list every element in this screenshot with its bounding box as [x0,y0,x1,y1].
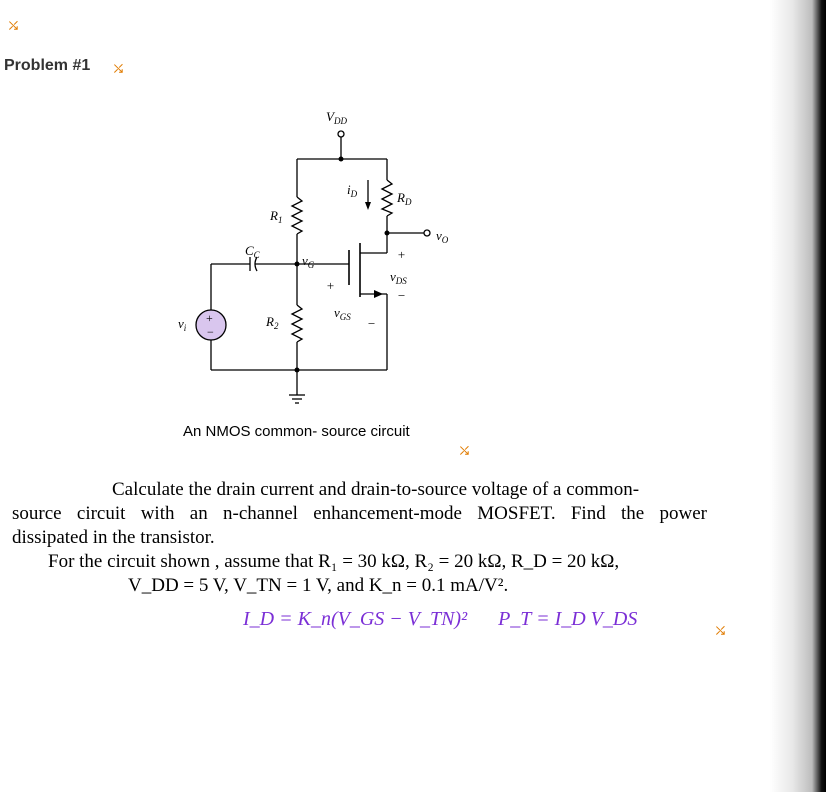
problem-line: dissipated in the transistor. [12,527,215,548]
label-vg: $v_G$ [302,253,315,270]
label-id: $i_D$ [347,182,358,199]
vgs-plus: + [326,278,335,293]
vgs-minus: − [367,316,376,331]
problem-line: For the circuit shown , assume that R₁ = 30 kΩ, R₂ = 20 kΩ, R_D = 20 kΩ, [48,551,620,572]
problem-text [12,478,707,598]
vds-plus: + [397,247,406,262]
problem-title: Problem #1 [4,57,91,74]
annotation-mark: ⤯ [716,625,725,637]
problem-line: source circuit with an n-channel enhancement-mode MOSFET. Find the power [12,503,707,524]
drain-current-formula: I_D = K_n(V_GS − V_TN)² [243,608,468,630]
source-plus: + [206,311,213,325]
power-formula: P_T = I_D V_DS [498,608,638,630]
label-vi: $v_i$ [178,316,187,333]
problem-line: Calculate the drain current and drain-to-source voltage of a common- [112,479,640,500]
annotation-mark: ⤯ [9,20,18,32]
label-rd: $R_D$ [397,190,412,207]
label-cc: $C_C$ [245,243,260,260]
annotation-mark: ⤯ [460,445,469,457]
label-r2: $R_2$ [266,314,279,331]
formulas [243,608,663,631]
vds-minus: − [397,288,406,303]
label-r1: $R_1$ [270,208,283,225]
source-minus: − [207,325,214,339]
annotation-mark: ⤯ [114,63,123,75]
label-vo: $v_O$ [436,228,449,245]
problem-line: V_DD = 5 V, V_TN = 1 V, and K_n = 0.1 mA/V². [128,575,509,596]
label-vgs: $v_{GS}$ [334,305,351,322]
figure-caption: An NMOS common- source circuit [183,423,410,440]
label-vds: $v_{DS}$ [390,269,407,286]
label-vdd: $V_{DD}$ [326,109,347,126]
